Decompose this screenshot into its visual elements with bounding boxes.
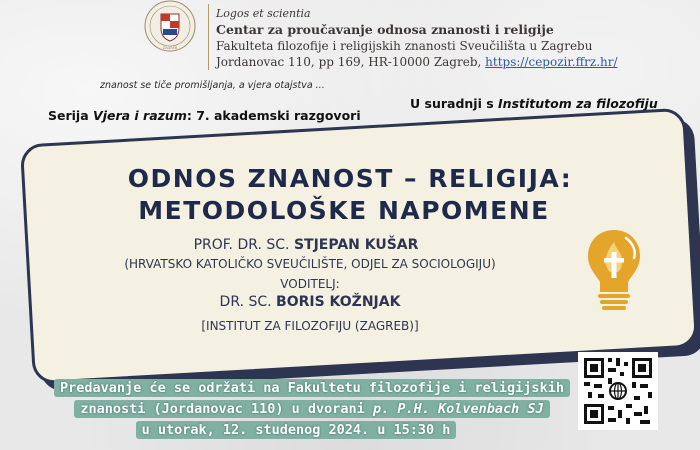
qr-code[interactable] xyxy=(578,352,658,430)
event-info-line2-text: znanosti (Jordanovac 110) u dvorani xyxy=(80,401,373,417)
event-info-line1 xyxy=(0,380,642,396)
series-line xyxy=(48,108,361,123)
moderator-affiliation: [INSTITUT ZA FILOZOFIJU (ZAGREB)] xyxy=(201,319,419,333)
speaker-affiliation: (HRVATSKO KATOLIČKO SVEUČILIŠTE, ODJEL ZA SOCIOLOGIJU) xyxy=(124,257,496,271)
partner-line xyxy=(410,96,658,111)
header xyxy=(0,0,700,110)
event-info-line1-text: Predavanje će se održati na Fakultetu filozofije i religijskih xyxy=(54,379,570,397)
address-line xyxy=(216,55,618,69)
address: Jordanovac 110, pp 169, HR-10000 Zagreb, xyxy=(216,55,486,69)
speaker-prefix: PROF. DR. SC. xyxy=(193,237,294,253)
website-link[interactable]: https://cepozir.ffrz.hr/ xyxy=(485,55,618,69)
moderator xyxy=(0,294,660,310)
event-info-line2 xyxy=(0,401,642,417)
lecture-title-line2: METODOLOŠKE NAPOMENE xyxy=(138,196,550,225)
event-date: u utorak, 12. studenog 2024. u 15:30 h xyxy=(136,421,457,439)
motto: znanost se tiče promišljanja, a vjera otajstva ... xyxy=(100,80,325,91)
svg-text:ZAGREB: ZAGREB xyxy=(162,46,178,50)
event-info-line3 xyxy=(0,422,626,438)
faculty-seal-logo xyxy=(140,0,200,52)
event-hall: p. P.H. Kolvenbach SJ xyxy=(372,401,544,417)
moderator-label: VODITELJ: xyxy=(280,277,340,291)
moderator-name: BORIS KOŽNJAK xyxy=(276,294,401,310)
partner-prefix: U suradnji s xyxy=(410,96,499,111)
partner-name: Institutom za filozofiju xyxy=(498,96,658,111)
lightbulb-cross-icon xyxy=(586,228,642,320)
series-name: Vjera i razum xyxy=(93,108,187,123)
moderator-prefix: DR. SC. xyxy=(219,294,277,310)
series-prefix: Serija xyxy=(48,108,94,123)
lecture-title-line1: ODNOS ZNANOST – RELIGIJA: xyxy=(127,164,573,193)
centre-name: Centar za proučavanje odnosa znanosti i religije xyxy=(216,22,554,37)
faculty-name: Fakulteta filozofije i religijskih znanosti Sveučilišta u Zagrebu xyxy=(216,39,593,53)
speaker xyxy=(0,237,656,253)
latin-motto: Logos et scientia xyxy=(216,7,311,20)
series-suffix: : 7. akademski razgovori xyxy=(186,108,361,123)
event-info-line2-wrap xyxy=(74,400,549,418)
header-divider xyxy=(208,4,209,70)
speaker-name: STJEPAN KUŠAR xyxy=(293,237,419,253)
